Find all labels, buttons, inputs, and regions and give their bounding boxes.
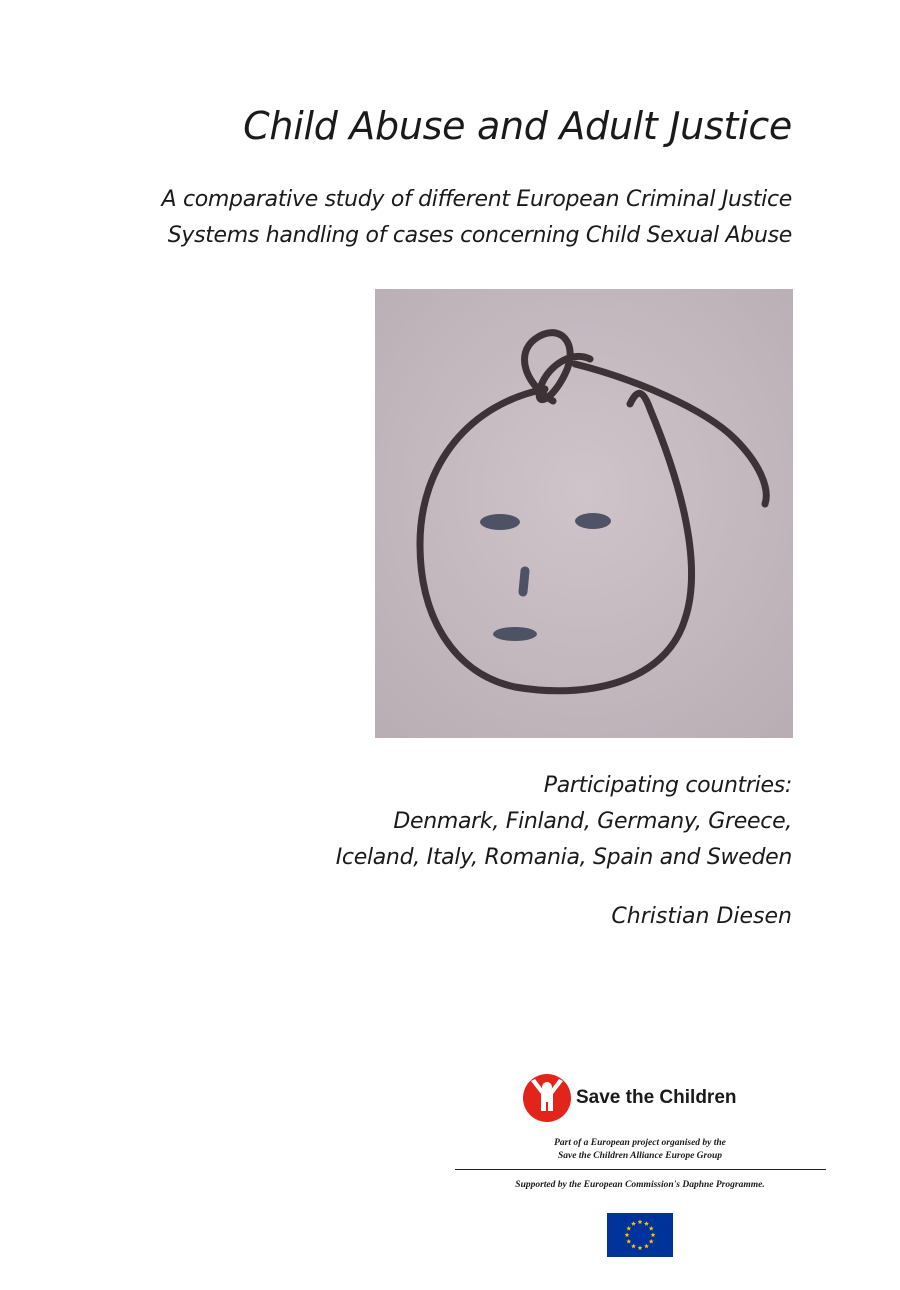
document-subtitle xyxy=(162,182,792,254)
eu-flag-icon xyxy=(607,1213,673,1257)
cover-photo-wire-face xyxy=(375,289,793,738)
author-name: Christian Diesen xyxy=(611,904,792,929)
project-note-line: Part of a European project organised by the xyxy=(554,1138,726,1148)
child-raising-arms-icon xyxy=(522,1073,572,1123)
project-note-line: Save the Children Alliance Europe Group xyxy=(557,1151,723,1161)
subtitle-line: A comparative study of different European Criminal Justice xyxy=(161,187,792,212)
countries-line: Denmark, Finland, Germany, Greece, xyxy=(393,809,792,834)
participating-countries xyxy=(336,768,792,876)
countries-line: Iceland, Italy, Romania, Spain and Sweden xyxy=(335,845,792,870)
save-the-children-logo xyxy=(522,1073,737,1123)
subtitle-line: Systems handling of cases concerning Child Sexual Abuse xyxy=(167,223,792,248)
wire-face-illustration xyxy=(375,289,793,738)
document-title: Child Abuse and Adult Justice xyxy=(243,104,792,148)
support-note: Supported by the European Commission's Daphne Programme. xyxy=(515,1180,765,1190)
logo-text: Save the Children xyxy=(576,1087,737,1108)
countries-heading: Participating countries: xyxy=(543,773,792,798)
divider xyxy=(455,1169,826,1170)
project-note xyxy=(455,1137,825,1163)
